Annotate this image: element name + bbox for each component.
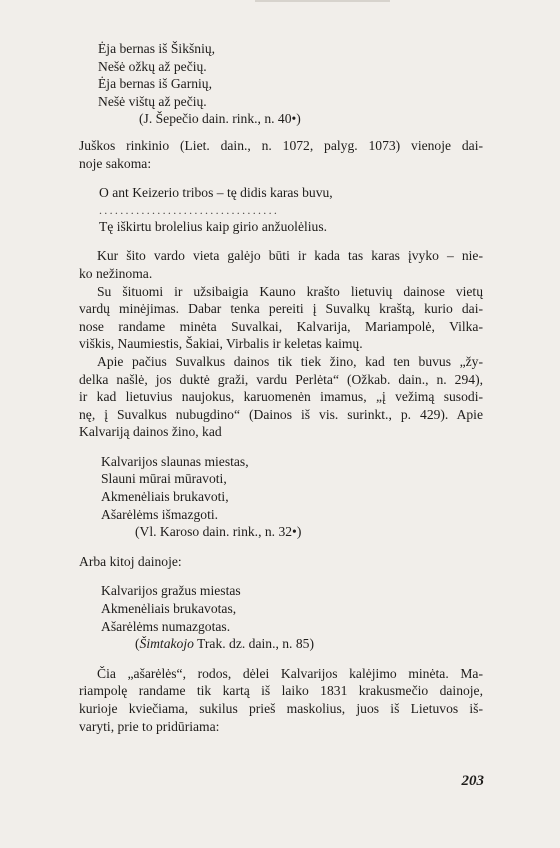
paragraph-line: Kalvariją dainos žino, kad [79, 424, 222, 440]
poem-1-line: Nešė ožkų až pečių. [98, 58, 207, 74]
paragraph-line: riampolę randame tik kartą iš laiko 1831 krakusmečio dainoje, [79, 683, 483, 699]
paragraph-5 [79, 665, 483, 735]
poem-3-line: Slauni mūrai mūravoti, [101, 471, 227, 487]
paragraph-line: kurioje kviečiama, sukilus prieš maskolius, juos iš Lietuvos iš- [79, 701, 483, 716]
paragraph-3 [79, 283, 483, 353]
paragraph-line: ko nežinoma. [79, 265, 153, 281]
poem-1-source: (J. Šepečio dain. rink., n. 40•) [139, 111, 301, 127]
ellipsis-dots: .................................. [99, 202, 280, 217]
paragraph-line: Su šituomi ir užsibaigia Kauno krašto lietuvių dainose vietų [97, 283, 483, 299]
paragraph-2 [79, 247, 483, 282]
paragraph-line: Juškos rinkinio (Liet. dain., n. 1072, palyg. 1073) vienoje dai- [79, 137, 483, 153]
poem-3 [79, 453, 483, 541]
poem-1-line: Ėja bernas iš Šikšnių, [98, 41, 216, 56]
poem-3-line: Akmenėliais brukavoti, [101, 489, 229, 505]
poem-2-line: Tę iškirtu brolelius kaip girio anžuolėlius. [99, 218, 328, 234]
poem-1 [79, 40, 483, 128]
paragraph-line: nose randame minėta Suvalkai, Kalvarija, Mariampolė, Vilka- [79, 318, 483, 334]
paragraph-line: Čia „ašarėlės“, rodos, dėlei Kalvarijos kalėjimo minėta. Ma- [97, 665, 483, 681]
source-author-italic: Šimtakojo [139, 636, 194, 652]
source-rest: Trak. dz. dain., n. 85) [193, 636, 314, 652]
paragraph-line: ir kad lietuvius naujokus, karuomenėn imamus, „į vežimą susodi- [79, 389, 483, 405]
paragraph-line: vardų minėjimas. Dabar tenka pereiti į Suvalkų kraštą, kurio dai- [79, 301, 483, 317]
poem-3-line: Kalvarijos slaunas miestas, [101, 453, 249, 469]
poem-1-line: Nešė vištų až pečių. [98, 93, 207, 109]
poem-4 [79, 582, 483, 652]
paragraph-line: Kur šito vardo vieta galėjo būti ir kada tas karas įvyko – nie- [97, 248, 483, 264]
paragraph-line: viškis, Naumiestis, Šakiai, Virbalis ir keletas kaimų. [79, 336, 363, 352]
poem-1-line: Ėja bernas iš Garnių, [98, 76, 213, 92]
paragraph-line: nę, į Suvalkus nubugdino“ (Dainos iš vis. surinkt., p. 429). Apie [79, 406, 483, 422]
poem-2 [79, 184, 483, 235]
poem-3-source: (Vl. Karoso dain. rink., n. 32•) [135, 524, 302, 540]
page-number: 203 [461, 773, 484, 789]
paragraph-line: delka našlė, jos duktė graži, vardu Perlėta“ (Ožkab. dain., n. 294), [79, 371, 483, 387]
lead-in-text: Arba kitoj dainoje: [79, 553, 182, 569]
paragraph-1 [79, 137, 483, 172]
poem-4-line: Kalvarijos gražus miestas [101, 583, 241, 599]
poem-2-line: O ant Keizerio tribos – tę didis karas buvu, [99, 185, 333, 201]
poem-4-line: Akmenėliais brukavotas, [101, 601, 237, 617]
paragraph-line: varyti, prie to pridūriama: [79, 718, 220, 734]
paragraph-4 [79, 353, 483, 441]
poem-4-line: Ašarėlėms numazgotas. [101, 618, 231, 634]
poem-4-source: (Šimtakojo Trak. dz. dain., n. 85) [135, 636, 314, 652]
poem-3-line: Ašarėlėms išmazgoti. [101, 506, 219, 522]
paragraph-line: noje sakoma: [79, 155, 152, 171]
book-page [79, 40, 483, 735]
paragraph-line: Apie pačius Suvalkus dainos tik tiek žino, kad ten buvus „žy- [97, 353, 483, 369]
top-rule [255, 0, 390, 2]
